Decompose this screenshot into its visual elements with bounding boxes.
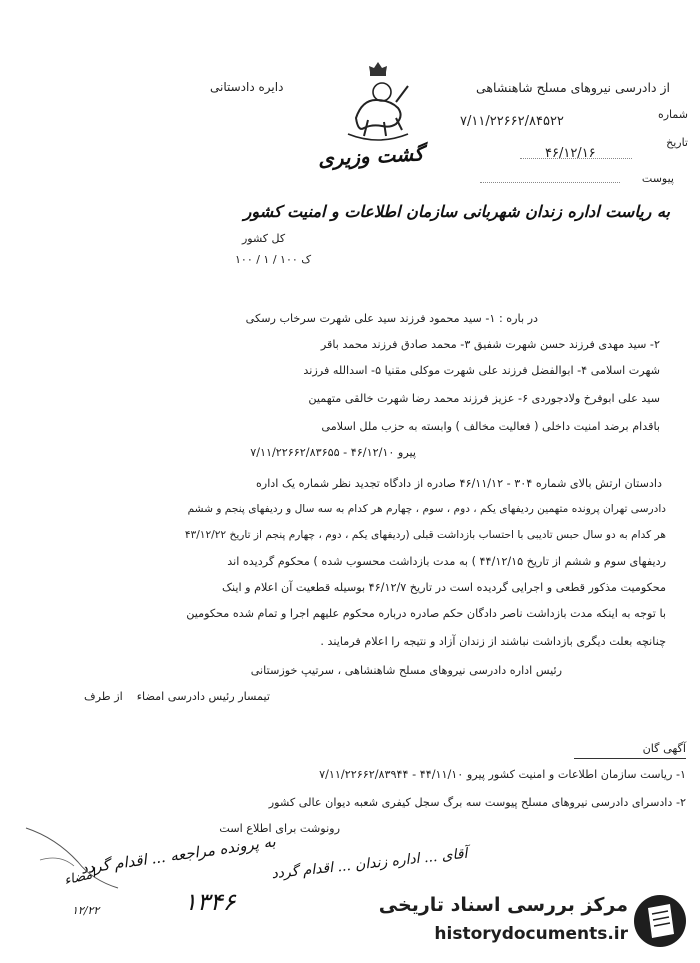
- department-label: دایره دادستانی: [210, 80, 284, 94]
- subject-line-2: ۲- سید مهدی فرزند حسن شهرت شفیق ۳- محمد صادق فرزند محمد باقر: [320, 338, 660, 351]
- signatory-title: رئیس اداره دادرسی نیروهای مسلح شاهنشاهی ، سرتیپ خوزستانی: [250, 664, 562, 677]
- document-scroll-icon: [632, 892, 688, 950]
- copy-line-2: ۲- دادسرای دادرسی نیروهای مسلح پیوست سه برگ سجل کیفری شعبه دیوان عالی کشور: [268, 796, 686, 809]
- letter-number: ۷/۱۱/۲۲۶۶۲/۸۴۵۲۲: [460, 114, 564, 129]
- attachment-dots: [480, 182, 620, 183]
- copy-line-3: رونوشت برای اطلاع است: [219, 822, 340, 835]
- subject-line-5: باقدام برضد امنیت داخلی ( فعالیت مخالف ) وابسته به حزب ملل اسلامی: [321, 420, 660, 433]
- handwritten-initial: امضاء: [62, 866, 98, 889]
- number-label: شماره: [657, 108, 688, 121]
- attachment-label: پیوست: [641, 172, 674, 185]
- handwritten-year: ۱۳۴۶: [184, 888, 236, 916]
- copies-heading: آگهی گان: [642, 742, 686, 755]
- subject-line-4: سید علی ابوفرخ ولادجوردی ۶- عزیز فرزند محمد رضا شهرت خالقی متهمین: [308, 392, 660, 405]
- stamp-gasht-vaziri: گشت وزیری: [317, 141, 425, 171]
- subject-line-3: شهرت اسلامی ۴- ابوالفضل فرزند علی شهرت موکلی مقنیا ۵- اسدالله فرزند: [303, 364, 660, 377]
- handwritten-date: ۱۲/۲۲: [72, 904, 100, 917]
- copies-underline: [574, 758, 686, 759]
- body-line-1: دادستان ارتش بالای شماره ۳۰۴ - ۴۶/۱۱/۱۲ صادره از دادگاه تجدید نظر شماره یک اداره: [255, 477, 662, 490]
- recipient-line-2: کل کشور: [242, 232, 286, 245]
- watermark-site-name: مرکز بررسی اسناد تاریخی: [378, 894, 628, 916]
- letter-date: ۴۶/۱۲/۱۶: [545, 146, 596, 161]
- handwritten-note-center: به پرونده مراجعه ... اقدام گردد: [79, 832, 277, 878]
- office-heading: از دادرسی نیروهای مسلح شاهنشاهی: [476, 80, 670, 95]
- handwritten-scribble: [20, 820, 130, 900]
- subject-line-1: در باره :‌ ۱- سید محمود فرزند سید علی شهرت سرخاب رسکی: [245, 312, 538, 325]
- recipient-code: ۱۰۰ / ۱ / ۱۰۰ ک: [235, 253, 312, 266]
- emblem-lion-and-sun-icon: [338, 58, 418, 148]
- date-dots: [520, 158, 632, 159]
- body-line-6: با توجه به اینکه مدت بازداشت ناصر دادگان حکم صادره درباره محکوم علیهم اجرا و تمام شده محکومین: [186, 607, 666, 620]
- body-line-5: محکومیت مذکور قطعی و اجرایی گردیده است در تاریخ ۴۶/۱۲/۷ بوسیله قطعیت آن اعلام و اینک: [221, 581, 666, 594]
- body-line-3: هر کدام به دو سال حبس تادیبی با احتساب بازداشت قبلی (ردیفهای یکم ، دوم ، چهارم پنجم از تاریخ ۴۳/۱۲/۲۲: [184, 529, 666, 541]
- signatory-sub: تیمسار رئیس دادرسی امضاء: [136, 690, 270, 703]
- watermark-logo: [378, 888, 692, 954]
- signatory-on-behalf: از طرف: [84, 690, 123, 703]
- copy-line-1: ۱- ریاست سازمان اطلاعات و امنیت کشور پیرو ۴۴/۱۱/۱۰ - ۷/۱۱/۲۲۶۶۲/۸۳۹۴۴: [319, 768, 686, 781]
- body-line-4: ردیفهای سوم و ششم از تاریخ ۴۴/۱۲/۱۵ ) به مدت بازداشت محسوب شده ) محکوم گردیده اند: [227, 555, 666, 568]
- reference-line: پیرو ۴۶/۱۲/۱۰ - ۷/۱۱/۲۲۶۶۲/۸۳۶۵۵: [250, 446, 416, 459]
- handwritten-note-right: آقای ... اداره زندان ... اقدام گردد: [270, 845, 469, 883]
- body-line-7: چنانچه بعلت دیگری بازداشت نباشند از زندان آزاد و نتیجه را اعلام فرمایند .: [320, 635, 666, 648]
- recipient-line: به ریاست اداره زندان شهربانی سازمان اطلاعات و امنیت کشور: [243, 202, 670, 221]
- date-label: تاریخ: [666, 136, 688, 149]
- body-line-2: دادرسی تهران پرونده متهمین ردیفهای یکم ، دوم ، سوم ، چهارم هر کدام به سه سال و ردیفهای پنجم و ششم: [187, 503, 666, 515]
- watermark-url: historydocuments.ir: [434, 924, 628, 944]
